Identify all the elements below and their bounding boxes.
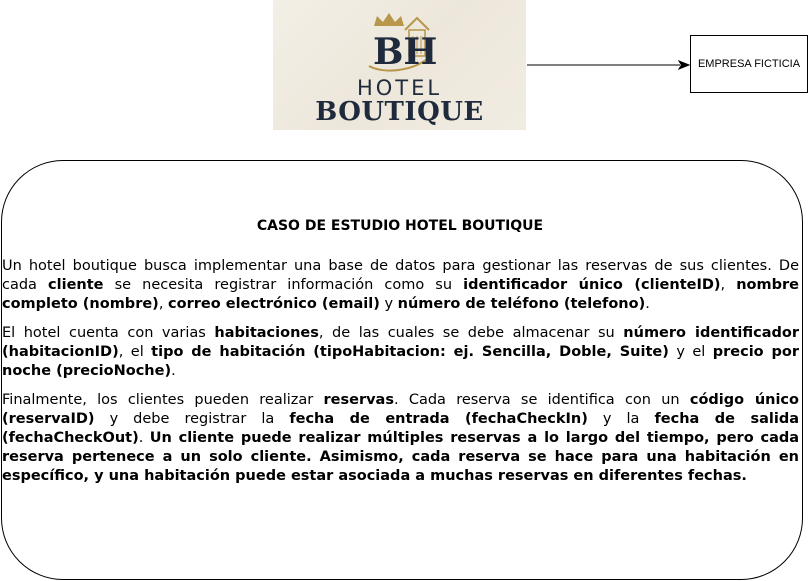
text-segment: y debe registrar la xyxy=(94,411,290,427)
text-segment: . xyxy=(171,363,176,379)
text-segment: , el xyxy=(118,344,152,360)
text-segment: , xyxy=(158,296,169,312)
arrow-head-icon xyxy=(679,61,689,69)
bold-text-segment: fecha de salida (fechaCheckOut) xyxy=(2,411,799,446)
text-segment: y la xyxy=(587,411,655,427)
bold-text-segment: número de teléfono (telefono) xyxy=(397,296,646,312)
logo-line-hotel: HOTEL xyxy=(356,76,443,100)
company-box xyxy=(690,35,808,93)
bold-text-segment: fecha de entrada (fechaCheckIn) xyxy=(289,411,588,427)
bold-text-segment: identificador único (clienteID) xyxy=(463,277,721,293)
bold-text-segment: correo electrónico (email) xyxy=(168,296,380,312)
bold-text-segment: código único (reservaID) xyxy=(2,392,799,427)
company-label: EMPRESA FICTICIA xyxy=(697,58,801,70)
logo-monogram: BH xyxy=(373,31,438,73)
text-segment: y xyxy=(379,296,398,312)
bold-text-segment: reservas xyxy=(323,392,394,408)
case-study-body xyxy=(2,257,799,496)
case-study-paragraph xyxy=(2,257,799,314)
text-segment: , xyxy=(720,277,737,293)
logo-line-boutique: BOUTIQUE xyxy=(315,97,484,127)
text-segment: y el xyxy=(668,344,713,360)
bold-text-segment: Un cliente puede realizar múltiples reservas a lo largo del tiempo, pero cada reserva pertenece a un solo cliente. Asimismo, cada reserva se hace para una habitación en específico, y una habitación puede estar asociada a muchas reservas en diferentes fechas. xyxy=(2,430,800,484)
text-segment: , de las cuales se debe almacenar su xyxy=(318,325,624,341)
text-segment: Finalmente, los clientes pueden realizar xyxy=(2,392,324,408)
bold-text-segment: habitaciones xyxy=(214,325,319,341)
case-study-paragraph xyxy=(2,391,799,486)
text-segment: . xyxy=(645,296,650,312)
text-segment: se necesita registrar información como su xyxy=(103,277,464,293)
case-study-title: CASO DE ESTUDIO HOTEL BOUTIQUE xyxy=(256,218,544,234)
case-study-paragraph xyxy=(2,324,799,381)
text-segment: Un hotel boutique busca implementar una base de datos para gestionar las reservas de sus clientes. De cada xyxy=(2,258,799,293)
bold-text-segment: nombre completo (nombre) xyxy=(2,277,799,312)
text-segment: El hotel cuenta con varias xyxy=(2,325,215,341)
bold-text-segment: número identificador (habitacionID) xyxy=(2,325,800,360)
bold-text-segment: cliente xyxy=(48,277,104,293)
bold-text-segment: tipo de habitación (tipoHabitacion: ej. Sencilla, Doble, Suite) xyxy=(151,344,669,360)
bold-text-segment: precio por noche (precioNoche) xyxy=(2,344,800,379)
text-segment: . Cada reserva se identifica con un xyxy=(393,392,690,408)
text-segment: . xyxy=(138,430,150,446)
